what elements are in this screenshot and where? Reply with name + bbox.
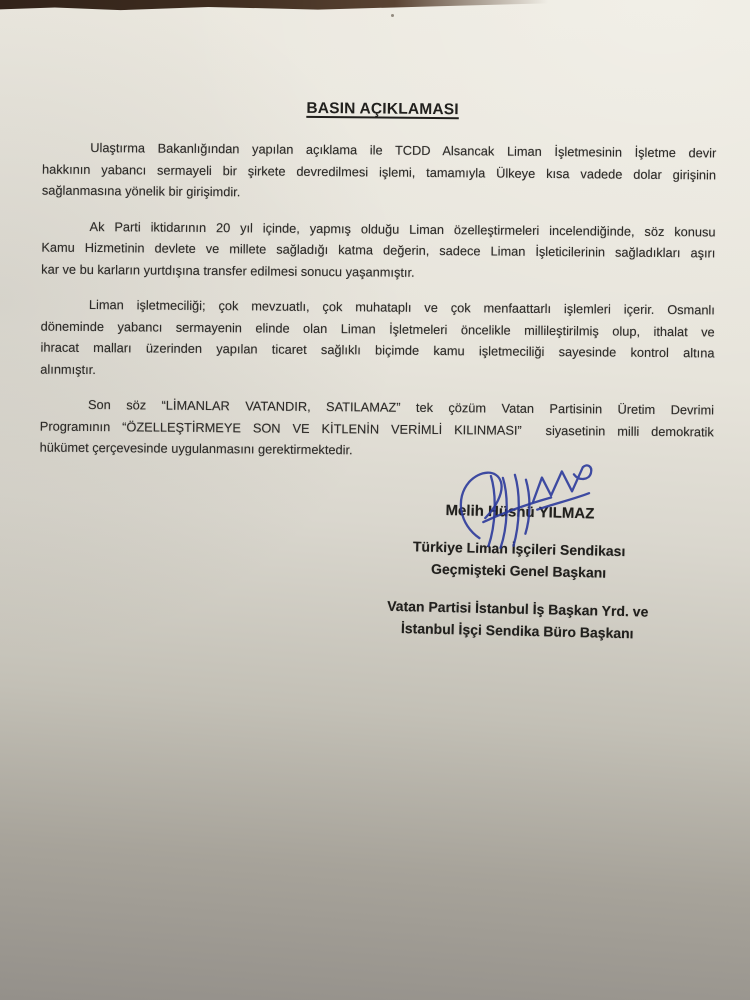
paragraph-line: Son söz “LİMANLAR VATANDIR, SATILAMAZ” tek çözüm Vatan Partisinin Üretim Devrimi: [87, 396, 715, 418]
signer-role-line-1: Vatan Partisi İstanbul İş Başkan Yrd. ve: [387, 597, 649, 620]
paragraph-line: Ak Parti iktidarının 20 yıl içinde, yapmış olduğu Liman özelleştirmeleri incelendiğinde, söz konusu: [89, 218, 716, 239]
signer-name: Melih Hüsnü YILMAZ: [445, 502, 595, 523]
paragraph-line: döneminde yabancı sermayenin elinde olan Liman İşletmeleri öncelikle millileştirilmiş olup, ithalat ve: [40, 318, 715, 339]
paragraph-line: Liman işletmeciliği; çok mevzuatlı, çok muhataplı ve çok menfaattarlı işlemleri içerir. Osmanlı: [88, 296, 715, 318]
paragraph-line: kar ve bu karların yurtdışına transfer edilmesi sonucu yaşanmıştır.: [41, 261, 415, 280]
signer-past-title: Geçmişteki Genel Başkanı: [430, 560, 607, 581]
paragraph-line: Kamu Hizmetinin devlete ve millete sağladığı katma değerin, sadece Liman İşleticilerinin sağladıkları aşırı: [41, 239, 716, 261]
signer-role-line-2: İstanbul İşçi Sendika Büro Başkanı: [400, 620, 634, 642]
paragraph-line: hükümet çerçevesinde uygulanmasını gerektirmektedir.: [39, 439, 353, 458]
signer-organization: Türkiye Liman İşçileri Sendikası: [412, 538, 626, 560]
paragraph-line: sağlanmasına yönelik bir girişimdir.: [41, 182, 241, 200]
document-body: [39, 137, 716, 478]
handwritten-signature-icon: [444, 459, 597, 552]
paragraph-line: hakkının yabancı sermayeli bir şirkete devredilmesi işlemi, tamamıyla Ülkeye kısa vadede dolar girişinin: [42, 161, 717, 182]
paragraph-line: alınmıştır.: [40, 361, 96, 377]
paragraph-line: Ulaştırma Bakanlığından yapılan açıklama ile TCDD Alsancak Liman İşletmesinin İşletme devir: [90, 139, 717, 161]
paragraph-line: Programının “ÖZELLEŞTİRMEYE SON VE KİTLENİN VERİMLİ KILINMASI” siyasetinin milli demokratik: [39, 418, 714, 439]
paragraph: [42, 137, 717, 207]
page-title: BASIN AÇIKLAMASI: [306, 99, 459, 119]
paragraph: [41, 215, 716, 285]
paragraph: [40, 294, 715, 386]
paragraph: [40, 394, 715, 464]
paragraph-line: ihracat malları üzerinden yapılan ticaret sağlıklı biçimde kamu işletmeciliği sayesinde kontrol altına: [40, 339, 715, 361]
